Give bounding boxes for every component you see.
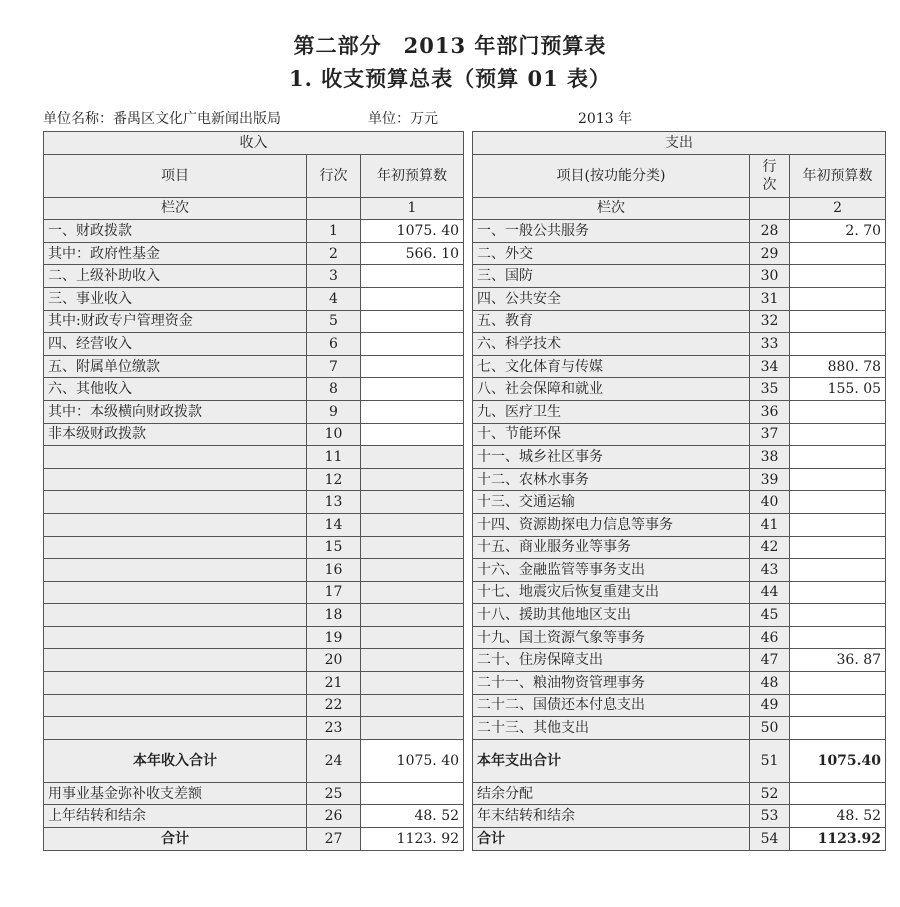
expense-item: 十九、国土资源气象等事务 [473,626,750,649]
expense-line-no: 50 [750,717,790,740]
expense-total-line-no: 51 [750,739,790,782]
table-row [44,310,886,333]
income-value [361,310,464,333]
expense-item: 二十二、国债还本付息支出 [473,694,750,717]
expense-item: 九、医疗卫生 [473,400,750,423]
expense-line-no: 40 [750,491,790,514]
expense-line-no: 42 [750,536,790,559]
expense-item: 六、科学技术 [473,333,750,356]
expense-total-value: 1075.40 [790,739,886,782]
table-row [44,242,886,265]
expense-value: 880. 78 [790,355,886,378]
income-line-no: 22 [307,694,361,717]
expense-item: 四、公共安全 [473,287,750,310]
income-value [361,581,464,604]
income-line-no: 20 [307,649,361,672]
table-row [44,626,886,649]
income-column-number: 1 [361,197,464,220]
income-value [361,672,464,695]
expense-item: 十七、地震灾后恢复重建支出 [473,581,750,604]
expense-value [790,559,886,582]
income-item: 三、事业收入 [44,287,307,310]
fund-balance-label: 用事业基金弥补收支差额 [44,782,307,805]
expense-budget-header: 年初预算数 [790,154,886,197]
income-item [44,581,307,604]
table-row [44,581,886,604]
expense-item: 十三、交通运输 [473,491,750,514]
income-value [361,446,464,469]
income-item [44,536,307,559]
table-row [44,220,886,243]
grand-total-value: 1123. 92 [361,828,464,851]
income-item [44,604,307,627]
income-line-no: 2 [307,242,361,265]
expense-item: 七、文化体育与传媒 [473,355,750,378]
fund-balance-value [361,782,464,805]
expense-line-no: 47 [750,649,790,672]
table-row [44,559,886,582]
expense-item: 十二、农林水事务 [473,468,750,491]
income-line-no: 15 [307,536,361,559]
surplus-distribution-label: 结余分配 [473,782,750,805]
table-row [44,604,886,627]
expense-line-no-header: 行次 [750,154,790,197]
grand-total-value-2: 1123.92 [790,828,886,851]
table-row [44,672,886,695]
income-line-no: 23 [307,717,361,740]
year-label: 2013 年 [578,111,633,127]
expense-item: 五、教育 [473,310,750,333]
expense-item: 三、国防 [473,265,750,288]
income-total-value: 1075. 40 [361,739,464,782]
header-row-sections [44,132,886,155]
grand-total-line-no-2: 54 [750,828,790,851]
income-item [44,468,307,491]
income-item [44,717,307,740]
expense-item: 十五、商业服务业等事务 [473,536,750,559]
income-item [44,649,307,672]
income-line-no: 4 [307,287,361,310]
income-line-no: 5 [307,310,361,333]
expense-line-no: 38 [750,446,790,469]
expense-line-no: 28 [750,220,790,243]
income-value [361,265,464,288]
expense-line-no: 44 [750,581,790,604]
expense-value [790,265,886,288]
income-item: 二、上级补助收入 [44,265,307,288]
totals-row [44,805,886,828]
expense-item: 十、节能环保 [473,423,750,446]
expense-item: 十六、金融监管等事务支出 [473,559,750,582]
table-row [44,265,886,288]
totals-row [44,828,886,851]
income-item: 五、附属单位缴款 [44,355,307,378]
expense-value [790,287,886,310]
expense-value [790,536,886,559]
income-value [361,400,464,423]
expense-line-no: 32 [750,310,790,333]
income-value [361,559,464,582]
income-item [44,513,307,536]
income-line-no-header: 行次 [307,154,361,197]
budget-summary-table [43,131,886,851]
income-value: 1075. 40 [361,220,464,243]
income-value [361,378,464,401]
carryover-in-value: 48. 52 [361,805,464,828]
expense-value [790,694,886,717]
income-line-no: 8 [307,378,361,401]
expense-item: 十一、城乡社区事务 [473,446,750,469]
table-row [44,649,886,672]
table-row [44,513,886,536]
income-value [361,513,464,536]
table-row [44,536,886,559]
income-item [44,694,307,717]
table-row [44,423,886,446]
expense-value [790,491,886,514]
expense-item-header: 项目(按功能分类) [473,154,750,197]
table-row [44,468,886,491]
expense-value [790,333,886,356]
table-subtitle: 1. 收支预算总表（预算 01 表） [288,66,612,91]
income-value [361,355,464,378]
expense-item: 二十三、其他支出 [473,717,750,740]
expense-item: 二十一、粮油物资管理事务 [473,672,750,695]
expense-item: 八、社会保障和就业 [473,378,750,401]
expense-value [790,581,886,604]
income-value [361,287,464,310]
expense-value [790,400,886,423]
carryover-out-label: 年末结转和结余 [473,805,750,828]
expense-line-no: 46 [750,626,790,649]
table-row [44,355,886,378]
income-item: 其中:财政专户管理资金 [44,310,307,333]
income-value [361,491,464,514]
expense-item: 十四、资源勘探电力信息等事务 [473,513,750,536]
table-row [44,491,886,514]
expense-line-no: 43 [750,559,790,582]
table-row [44,400,886,423]
income-item [44,446,307,469]
income-item: 非本级财政拨款 [44,423,307,446]
expense-value [790,446,886,469]
income-line-no: 12 [307,468,361,491]
income-total-label: 本年收入合计 [44,739,307,782]
income-item-header: 项目 [44,154,307,197]
income-item: 四、经营收入 [44,333,307,356]
expense-column-label: 栏次 [473,197,750,220]
surplus-distribution-value [790,782,886,805]
table-row [44,378,886,401]
income-header: 收入 [44,132,464,155]
expense-line-no: 49 [750,694,790,717]
expense-line-no: 35 [750,378,790,401]
income-line-no: 7 [307,355,361,378]
expense-header: 支出 [473,132,886,155]
expense-item: 二十、住房保障支出 [473,649,750,672]
expense-value: 36. 87 [790,649,886,672]
header-row-columns [44,154,886,197]
income-line-no: 17 [307,581,361,604]
expense-value [790,423,886,446]
income-line-no: 13 [307,491,361,514]
expense-line-no: 30 [750,265,790,288]
income-line-no: 6 [307,333,361,356]
income-line-no: 11 [307,446,361,469]
income-value [361,717,464,740]
unit-label: 单位：万元 [368,111,438,127]
grand-total-label-2: 合计 [473,828,750,851]
income-column-label: 栏次 [44,197,307,220]
expense-value [790,604,886,627]
income-value [361,694,464,717]
surplus-distribution-line-no: 52 [750,782,790,805]
table-row [44,717,886,740]
header-row-column-numbers [44,197,886,220]
income-value [361,423,464,446]
income-line-no: 9 [307,400,361,423]
expense-line-no: 31 [750,287,790,310]
carryover-in-line-no: 26 [307,805,361,828]
income-line-no: 19 [307,626,361,649]
table-row [44,333,886,356]
expense-line-no: 34 [750,355,790,378]
income-item: 其中：本级横向财政拨款 [44,400,307,423]
table-row [44,446,886,469]
income-line-no: 10 [307,423,361,446]
income-item [44,626,307,649]
totals-row [44,782,886,805]
income-item [44,559,307,582]
expense-line-no: 33 [750,333,790,356]
grand-total-label: 合计 [44,828,307,851]
income-item [44,672,307,695]
income-line-no: 21 [307,672,361,695]
income-budget-header: 年初预算数 [361,154,464,197]
income-value [361,536,464,559]
expense-value [790,310,886,333]
income-value [361,626,464,649]
expense-line-no: 29 [750,242,790,265]
income-line-no: 1 [307,220,361,243]
expense-item: 十八、援助其他地区支出 [473,604,750,627]
income-item: 六、其他收入 [44,378,307,401]
expense-line-no: 36 [750,400,790,423]
income-line-no: 18 [307,604,361,627]
income-item [44,491,307,514]
income-item: 其中：政府性基金 [44,242,307,265]
expense-value: 2. 70 [790,220,886,243]
expense-total-label: 本年支出合计 [473,739,750,782]
expense-line-no: 39 [750,468,790,491]
income-value [361,649,464,672]
income-total-line-no: 24 [307,739,361,782]
table-row [44,694,886,717]
carryover-out-line-no: 53 [750,805,790,828]
unit-name: 单位名称：番禺区文化广电新闻出版局 [43,111,281,127]
expense-value [790,242,886,265]
expense-column-number: 2 [790,197,886,220]
income-value [361,333,464,356]
income-value [361,604,464,627]
carryover-in-label: 上年结转和结余 [44,805,307,828]
expense-item: 二、外交 [473,242,750,265]
income-line-no: 14 [307,513,361,536]
income-value: 566. 10 [361,242,464,265]
income-line-no: 16 [307,559,361,582]
expense-line-no: 41 [750,513,790,536]
income-value [361,468,464,491]
expense-value [790,468,886,491]
income-line-no: 3 [307,265,361,288]
table-row [44,287,886,310]
income-item: 一、财政拨款 [44,220,307,243]
expense-value: 155. 05 [790,378,886,401]
grand-total-line-no: 27 [307,828,361,851]
expense-value [790,717,886,740]
expense-line-no: 48 [750,672,790,695]
expense-line-no: 45 [750,604,790,627]
expense-value [790,513,886,536]
expense-value [790,672,886,695]
expense-item: 一、一般公共服务 [473,220,750,243]
expense-value [790,626,886,649]
fund-balance-line-no: 25 [307,782,361,805]
carryover-out-value: 48. 52 [790,805,886,828]
totals-row [44,739,886,782]
expense-line-no: 37 [750,423,790,446]
page-title: 第二部分 2013 年部门预算表 [293,33,607,58]
